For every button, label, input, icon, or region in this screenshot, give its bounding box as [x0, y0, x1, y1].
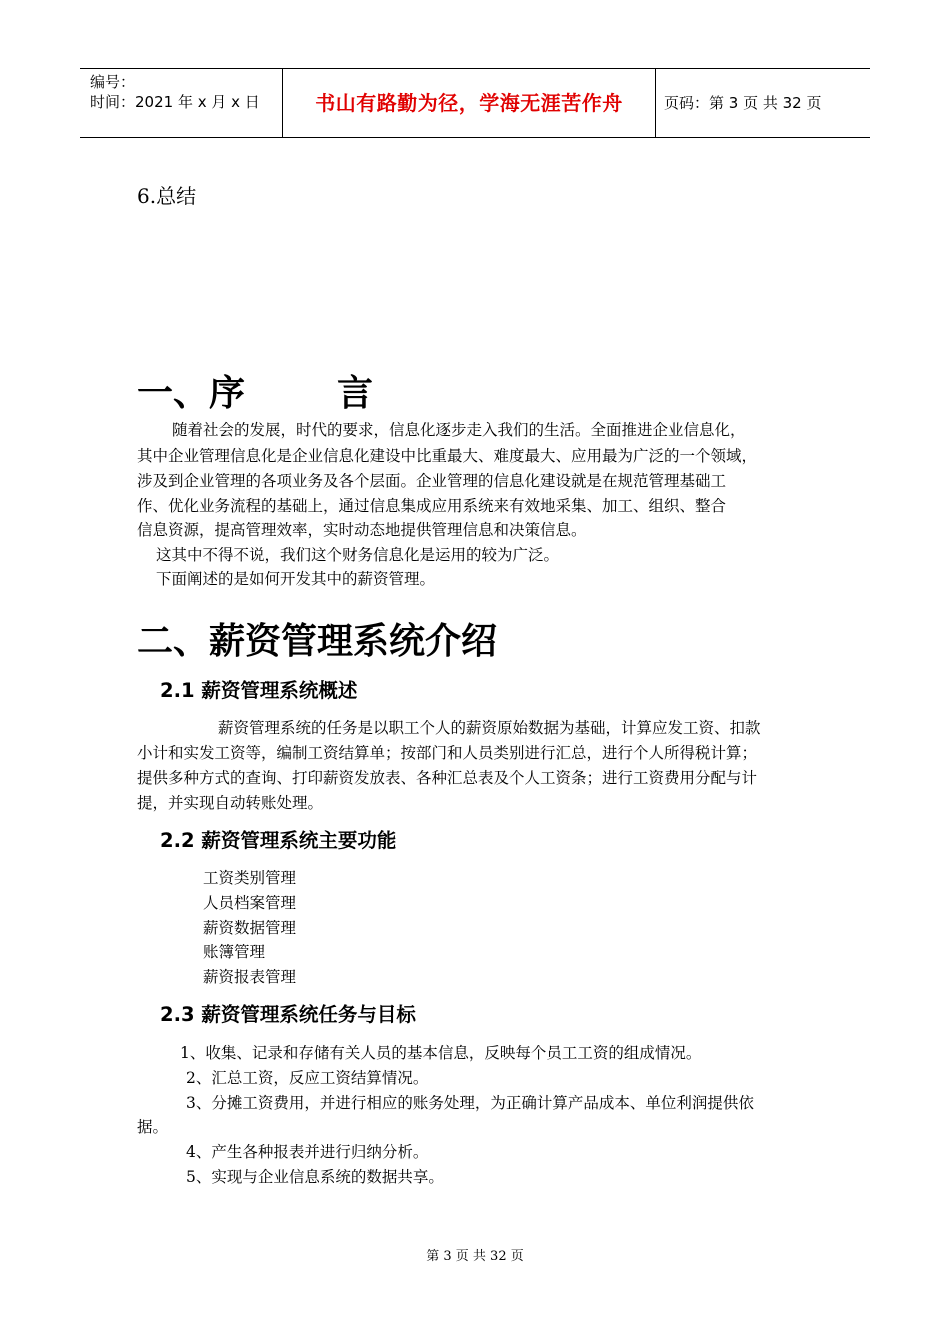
section1-line-1: 随着社会的发展，时代的要求，信息化逐步走入我们的生活。全面推进企业信息化， [172, 421, 746, 439]
page-footer: 第 3 页 共 32 页 [426, 1249, 524, 1264]
subsection-2-1-heading: 2.1 薪资管理系统概述 [160, 679, 358, 702]
function-item: 账簿管理 [203, 943, 266, 961]
section1-title-part2: 言 [337, 373, 374, 414]
header-meta-cell [80, 69, 283, 137]
task-item: 2、汇总工资，反应工资结算情况。 [186, 1069, 429, 1087]
subsection-2-3-heading: 2.3 薪资管理系统任务与目标 [160, 1003, 416, 1026]
section1-para-2: 这其中不得不说，我们这个财务信息化是运用的较为广泛。 [156, 546, 560, 564]
task-item: 5、实现与企业信息系统的数据共享。 [186, 1168, 444, 1186]
toc-item: 6.总结 [137, 184, 197, 208]
section1-line-5: 信息资源，提高管理效率，实时动态地提供管理信息和决策信息。 [137, 521, 587, 539]
task-item: 4、产生各种报表并进行归纳分析。 [186, 1143, 429, 1161]
section2-heading: 二、薪资管理系统介绍 [137, 621, 498, 662]
date-label: 时间：2021 年 x 月 x 日 [90, 93, 260, 111]
number-label: 编号： [90, 73, 136, 91]
function-item: 薪资数据管理 [203, 919, 297, 937]
section1-line-3: 涉及到企业管理的各项业务及各个层面。企业管理的信息化建设就是在规范管理基础工 [137, 472, 727, 490]
sub1-line-1: 薪资管理系统的任务是以职工个人的薪资原始数据为基础，计算应发工资、扣款 [218, 719, 761, 737]
section1-line-4: 作、优化业务流程的基础上，通过信息集成应用系统来有效地采集、加工、组织、整合 [137, 497, 727, 515]
sub1-line-3: 提供多种方式的查询、打印薪资发放表、各种汇总表及个人工资条；进行工资费用分配与计 [137, 769, 758, 787]
function-item: 工资类别管理 [203, 869, 297, 887]
function-item: 薪资报表管理 [203, 968, 297, 986]
section1-line-2: 其中企业管理信息化是企业信息化建设中比重最大、难度最大、应用最为广泛的一个领域， [137, 447, 758, 465]
task-item: 1、收集、记录和存储有关人员的基本信息，反映每个员工工资的组成情况。 [180, 1044, 702, 1062]
sub1-line-4: 提，并实现自动转账处理。 [137, 794, 324, 812]
section1-heading [137, 372, 373, 416]
section1-title-part1: 一、序 [137, 373, 246, 414]
section1-para-3: 下面阐述的是如何开发其中的薪资管理。 [156, 570, 436, 588]
header-motto: 书山有路勤为径，学海无涯苦作舟 [283, 69, 656, 137]
sub1-line-2: 小计和实发工资等，编制工资结算单；按部门和人员类别进行汇总，进行个人所得税计算； [137, 744, 758, 762]
task-item-continuation: 据。 [137, 1118, 169, 1136]
header-page-label: 页码：第 3 页 共 32 页 [664, 94, 822, 112]
task-item: 3、分摊工资费用，并进行相应的账务处理，为正确计算产品成本、单位利润提供依 [186, 1094, 754, 1112]
subsection-2-2-heading: 2.2 薪资管理系统主要功能 [160, 829, 397, 852]
function-item: 人员档案管理 [203, 894, 297, 912]
page-header [80, 68, 870, 138]
